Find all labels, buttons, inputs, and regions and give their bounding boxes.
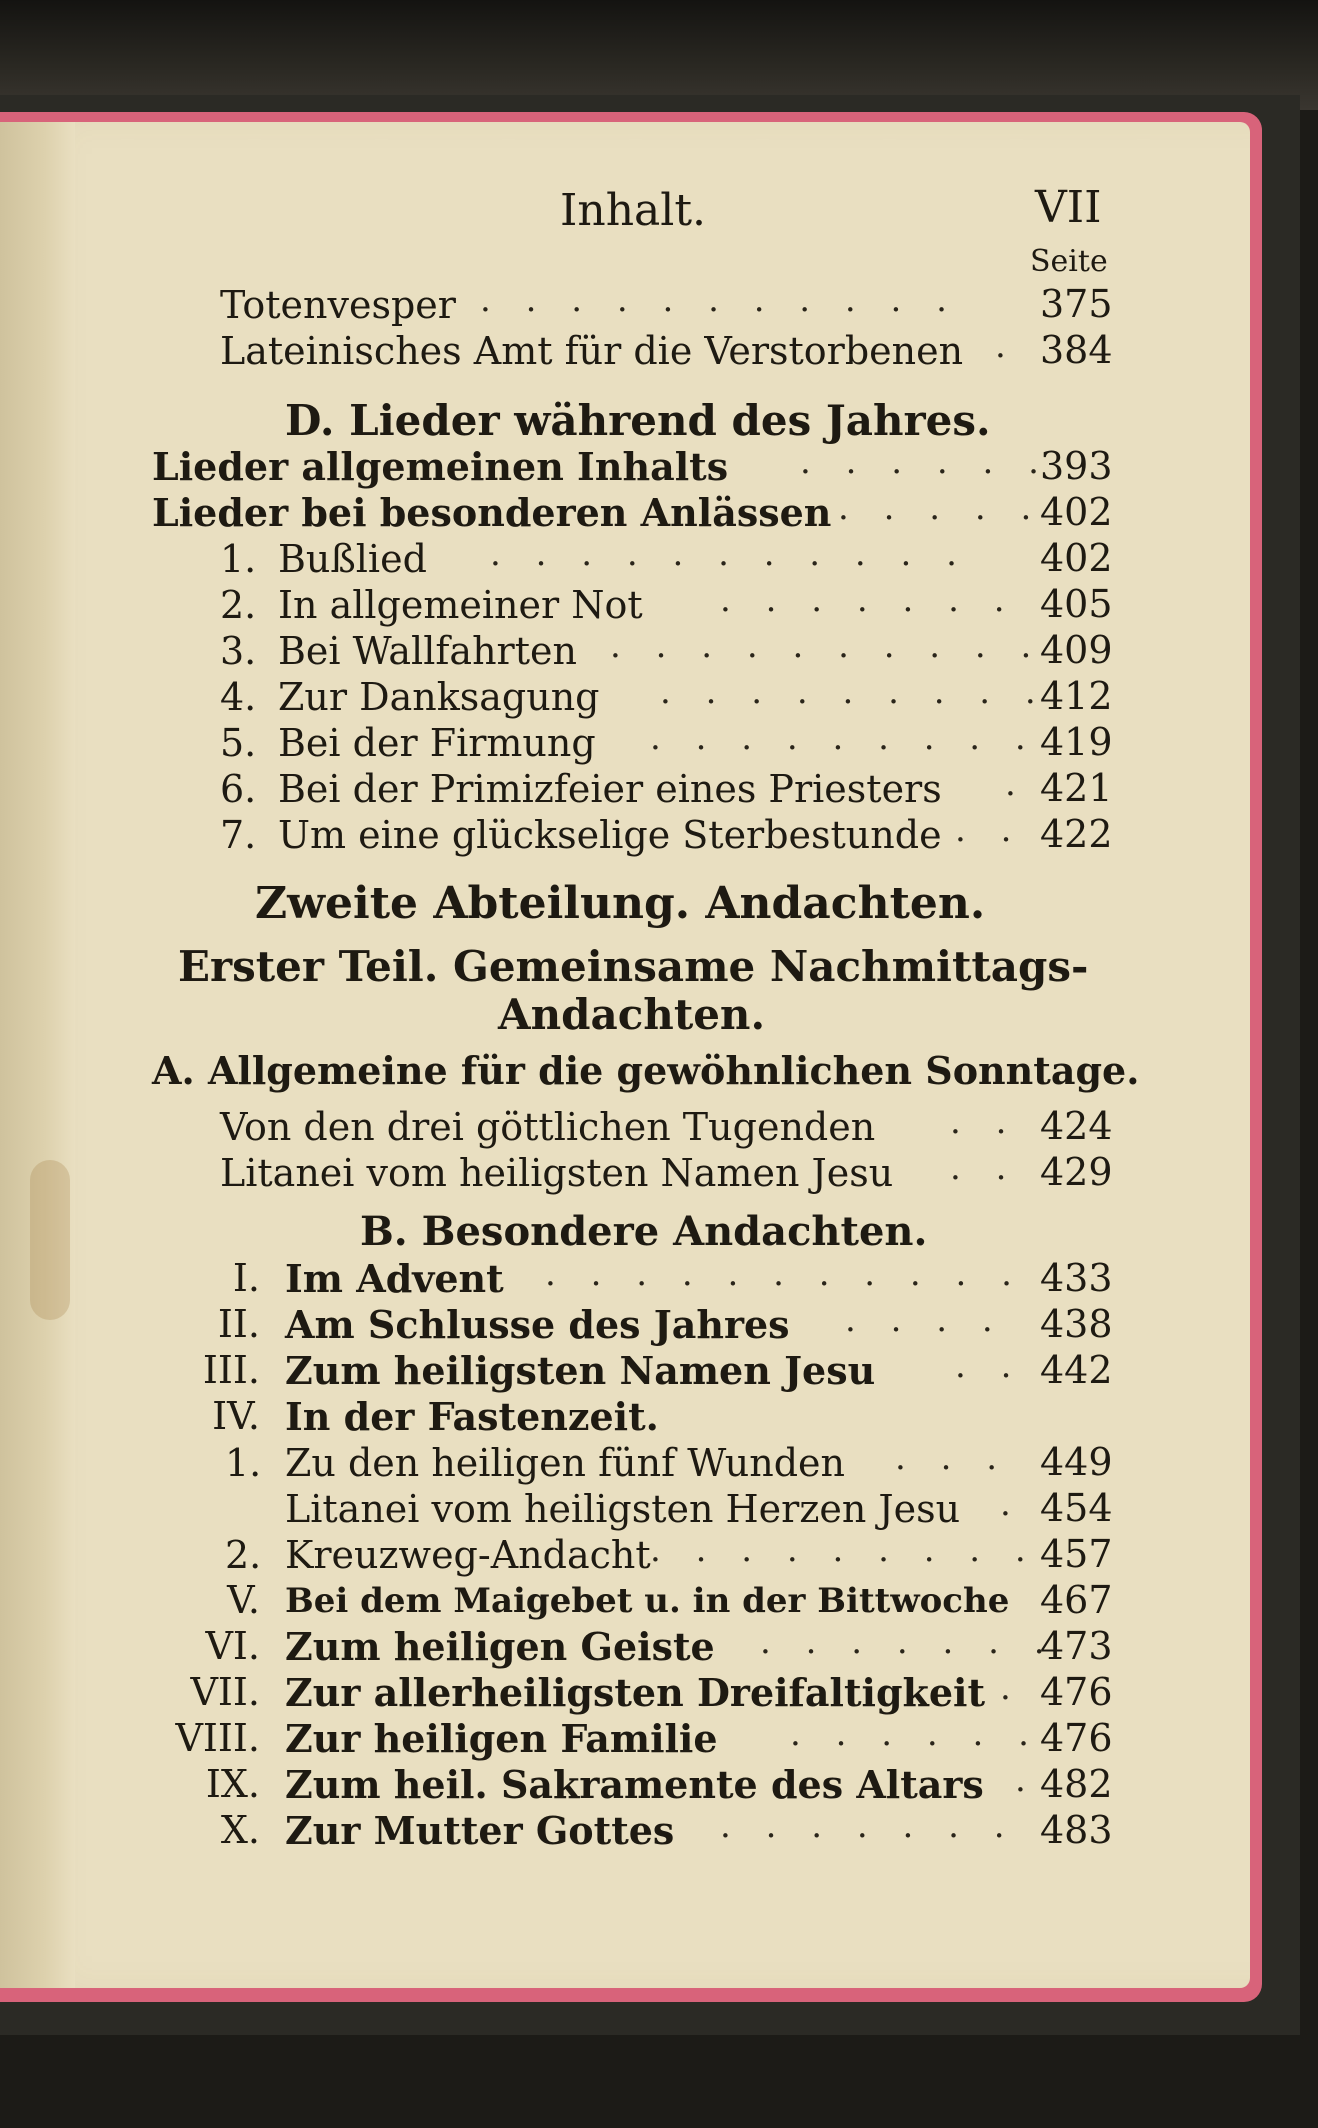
item-number: I. bbox=[232, 1256, 260, 1300]
item-number: 3. bbox=[220, 629, 257, 673]
item-number: 2. bbox=[220, 583, 257, 627]
toc-page: 473 bbox=[1040, 1624, 1113, 1668]
item-number: X. bbox=[220, 1808, 260, 1852]
page-number: VII bbox=[1035, 182, 1102, 233]
toc-entry: Am Schlusse des Jahres bbox=[285, 1302, 790, 1347]
page-stain bbox=[30, 1160, 70, 1320]
section-heading: B. Besondere Andachten. bbox=[360, 1208, 928, 1255]
toc-page: 424 bbox=[1040, 1104, 1113, 1148]
toc-entry: Zum heiligsten Namen Jesu bbox=[285, 1348, 876, 1393]
item-number: II. bbox=[217, 1302, 260, 1346]
item-number: VI. bbox=[205, 1624, 260, 1668]
toc-page: 412 bbox=[1040, 674, 1113, 718]
leader-dots: . . . . . . . . . bbox=[650, 718, 1038, 758]
leader-dots: . . . . . . . . . bbox=[660, 672, 1048, 712]
leader-dots: . . bbox=[955, 1346, 1024, 1386]
leader-dots: . . . . . . . . . . . bbox=[490, 534, 969, 574]
part-subheading: Andachten. bbox=[498, 990, 766, 1039]
item-number: 7. bbox=[220, 813, 257, 857]
item-number: III. bbox=[202, 1348, 260, 1392]
toc-entry: Bei der Firmung bbox=[278, 721, 596, 765]
leader-dots: . . . bbox=[895, 1438, 1010, 1478]
leader-dots: . . . . . bbox=[838, 488, 1044, 528]
item-number: 1. bbox=[220, 537, 257, 581]
item-number: V. bbox=[227, 1578, 260, 1622]
toc-entry: In der Fastenzeit. bbox=[285, 1394, 659, 1439]
toc-entry: Lieder allgemeinen Inhalts bbox=[152, 444, 729, 489]
toc-page: 375 bbox=[1040, 282, 1113, 326]
toc-entry: Litanei vom heiligsten Herzen Jesu bbox=[285, 1487, 961, 1531]
toc-page: 457 bbox=[1040, 1532, 1113, 1576]
toc-page: 438 bbox=[1040, 1302, 1113, 1346]
item-number: VII. bbox=[190, 1670, 260, 1714]
leader-dots: . . . . . . . bbox=[720, 1806, 1017, 1846]
leader-dots: . . . . bbox=[845, 1300, 1005, 1340]
toc-entry: Um eine glückselige Sterbestunde bbox=[278, 813, 942, 857]
toc-entry: Lieder bei besonderen Anlässen bbox=[152, 490, 832, 535]
toc-entry: Bei der Primizfeier eines Priesters bbox=[278, 767, 942, 811]
page-gutter bbox=[0, 122, 75, 1988]
item-number: IX. bbox=[205, 1762, 260, 1806]
leader-dots: . . bbox=[955, 810, 1024, 850]
item-number: 4. bbox=[220, 675, 257, 719]
toc-page: 421 bbox=[1040, 766, 1113, 810]
leader-dots: . bbox=[995, 326, 1018, 366]
toc-page: 454 bbox=[1040, 1486, 1113, 1530]
leader-dots: . . . . . . . bbox=[720, 580, 1017, 620]
part-subheading: Erster Teil. Gemeinsame Nachmittags- bbox=[178, 942, 1089, 991]
toc-page: 442 bbox=[1040, 1348, 1113, 1392]
toc-entry: Zum heiligen Geiste bbox=[285, 1624, 715, 1669]
leader-dots: . . . . . . . . . . . bbox=[545, 1254, 1024, 1294]
section-heading: D. Lieder während des Jahres. bbox=[285, 396, 991, 445]
toc-page: 429 bbox=[1040, 1150, 1113, 1194]
toc-entry: Totenvesper bbox=[220, 283, 456, 327]
toc-page: 393 bbox=[1040, 444, 1113, 488]
leader-dots: . . . . . . bbox=[790, 1714, 1041, 1754]
toc-entry: Zum heil. Sakramente des Altars bbox=[285, 1762, 984, 1807]
toc-entry: Zur Danksagung bbox=[278, 675, 600, 719]
leader-dots: . . . . . . . . . . . bbox=[480, 280, 959, 320]
toc-page: 409 bbox=[1040, 628, 1113, 672]
item-number: 5. bbox=[220, 721, 257, 765]
leader-dots: . bbox=[1005, 764, 1028, 804]
toc-page: 467 bbox=[1040, 1578, 1113, 1622]
leader-dots: . . bbox=[950, 1102, 1019, 1142]
item-number: 6. bbox=[220, 767, 257, 811]
toc-page: 476 bbox=[1040, 1716, 1113, 1760]
toc-entry: In allgemeiner Not bbox=[278, 583, 643, 627]
leader-dots: . bbox=[1000, 1484, 1023, 1524]
toc-entry: Zur heiligen Familie bbox=[285, 1716, 718, 1761]
toc-entry: Von den drei göttlichen Tugenden bbox=[220, 1105, 876, 1149]
item-number: VIII. bbox=[175, 1716, 260, 1760]
item-number: IV. bbox=[212, 1394, 260, 1438]
toc-page: 422 bbox=[1040, 812, 1113, 856]
toc-page: 483 bbox=[1040, 1808, 1113, 1852]
toc-page: 402 bbox=[1040, 536, 1113, 580]
section-heading: A. Allgemeine für die gewöhnlichen Sonntage. bbox=[152, 1048, 1140, 1093]
toc-entry: Kreuzweg-Andacht bbox=[285, 1533, 651, 1577]
toc-page: 384 bbox=[1040, 328, 1113, 372]
toc-entry: Bußlied bbox=[278, 537, 427, 581]
leader-dots: . bbox=[1000, 1668, 1023, 1708]
toc-page: 402 bbox=[1040, 490, 1113, 534]
seite-label: Seite bbox=[1030, 244, 1108, 279]
toc-entry: Bei dem Maigebet u. in der Bittwoche bbox=[285, 1581, 1010, 1621]
toc-entry: Zur allerheiligsten Dreifaltigkeit bbox=[285, 1670, 986, 1715]
toc-entry: Im Advent bbox=[285, 1256, 504, 1301]
toc-page: 476 bbox=[1040, 1670, 1113, 1714]
toc-page: 482 bbox=[1040, 1762, 1113, 1806]
leader-dots: . . . . . . . . . bbox=[650, 1530, 1038, 1570]
item-number: 2. bbox=[225, 1533, 262, 1577]
leader-dots: . . . . . . bbox=[800, 442, 1051, 482]
toc-entry: Bei Wallfahrten bbox=[278, 629, 577, 673]
toc-entry: Litanei vom heiligsten Namen Jesu bbox=[220, 1151, 894, 1195]
item-number: 1. bbox=[225, 1441, 262, 1485]
toc-entry: Zu den heiligen fünf Wunden bbox=[285, 1441, 846, 1485]
book-top-edge bbox=[0, 0, 1318, 110]
toc-page: 449 bbox=[1040, 1440, 1113, 1484]
page-title: Inhalt. bbox=[560, 185, 707, 236]
toc-entry: Zur Mutter Gottes bbox=[285, 1808, 675, 1853]
toc-page: 433 bbox=[1040, 1256, 1113, 1300]
toc-page: 419 bbox=[1040, 720, 1113, 764]
leader-dots: . . . . . . . . . . bbox=[610, 626, 1044, 666]
toc-page: 405 bbox=[1040, 582, 1113, 626]
part-heading: Zweite Abteilung. Andachten. bbox=[255, 878, 986, 929]
leader-dots: . . bbox=[950, 1148, 1019, 1188]
leader-dots: . . . . . . . bbox=[760, 1622, 1057, 1662]
toc-entry: Lateinisches Amt für die Verstorbenen bbox=[220, 329, 964, 373]
leader-dots: . bbox=[1015, 1760, 1038, 1800]
